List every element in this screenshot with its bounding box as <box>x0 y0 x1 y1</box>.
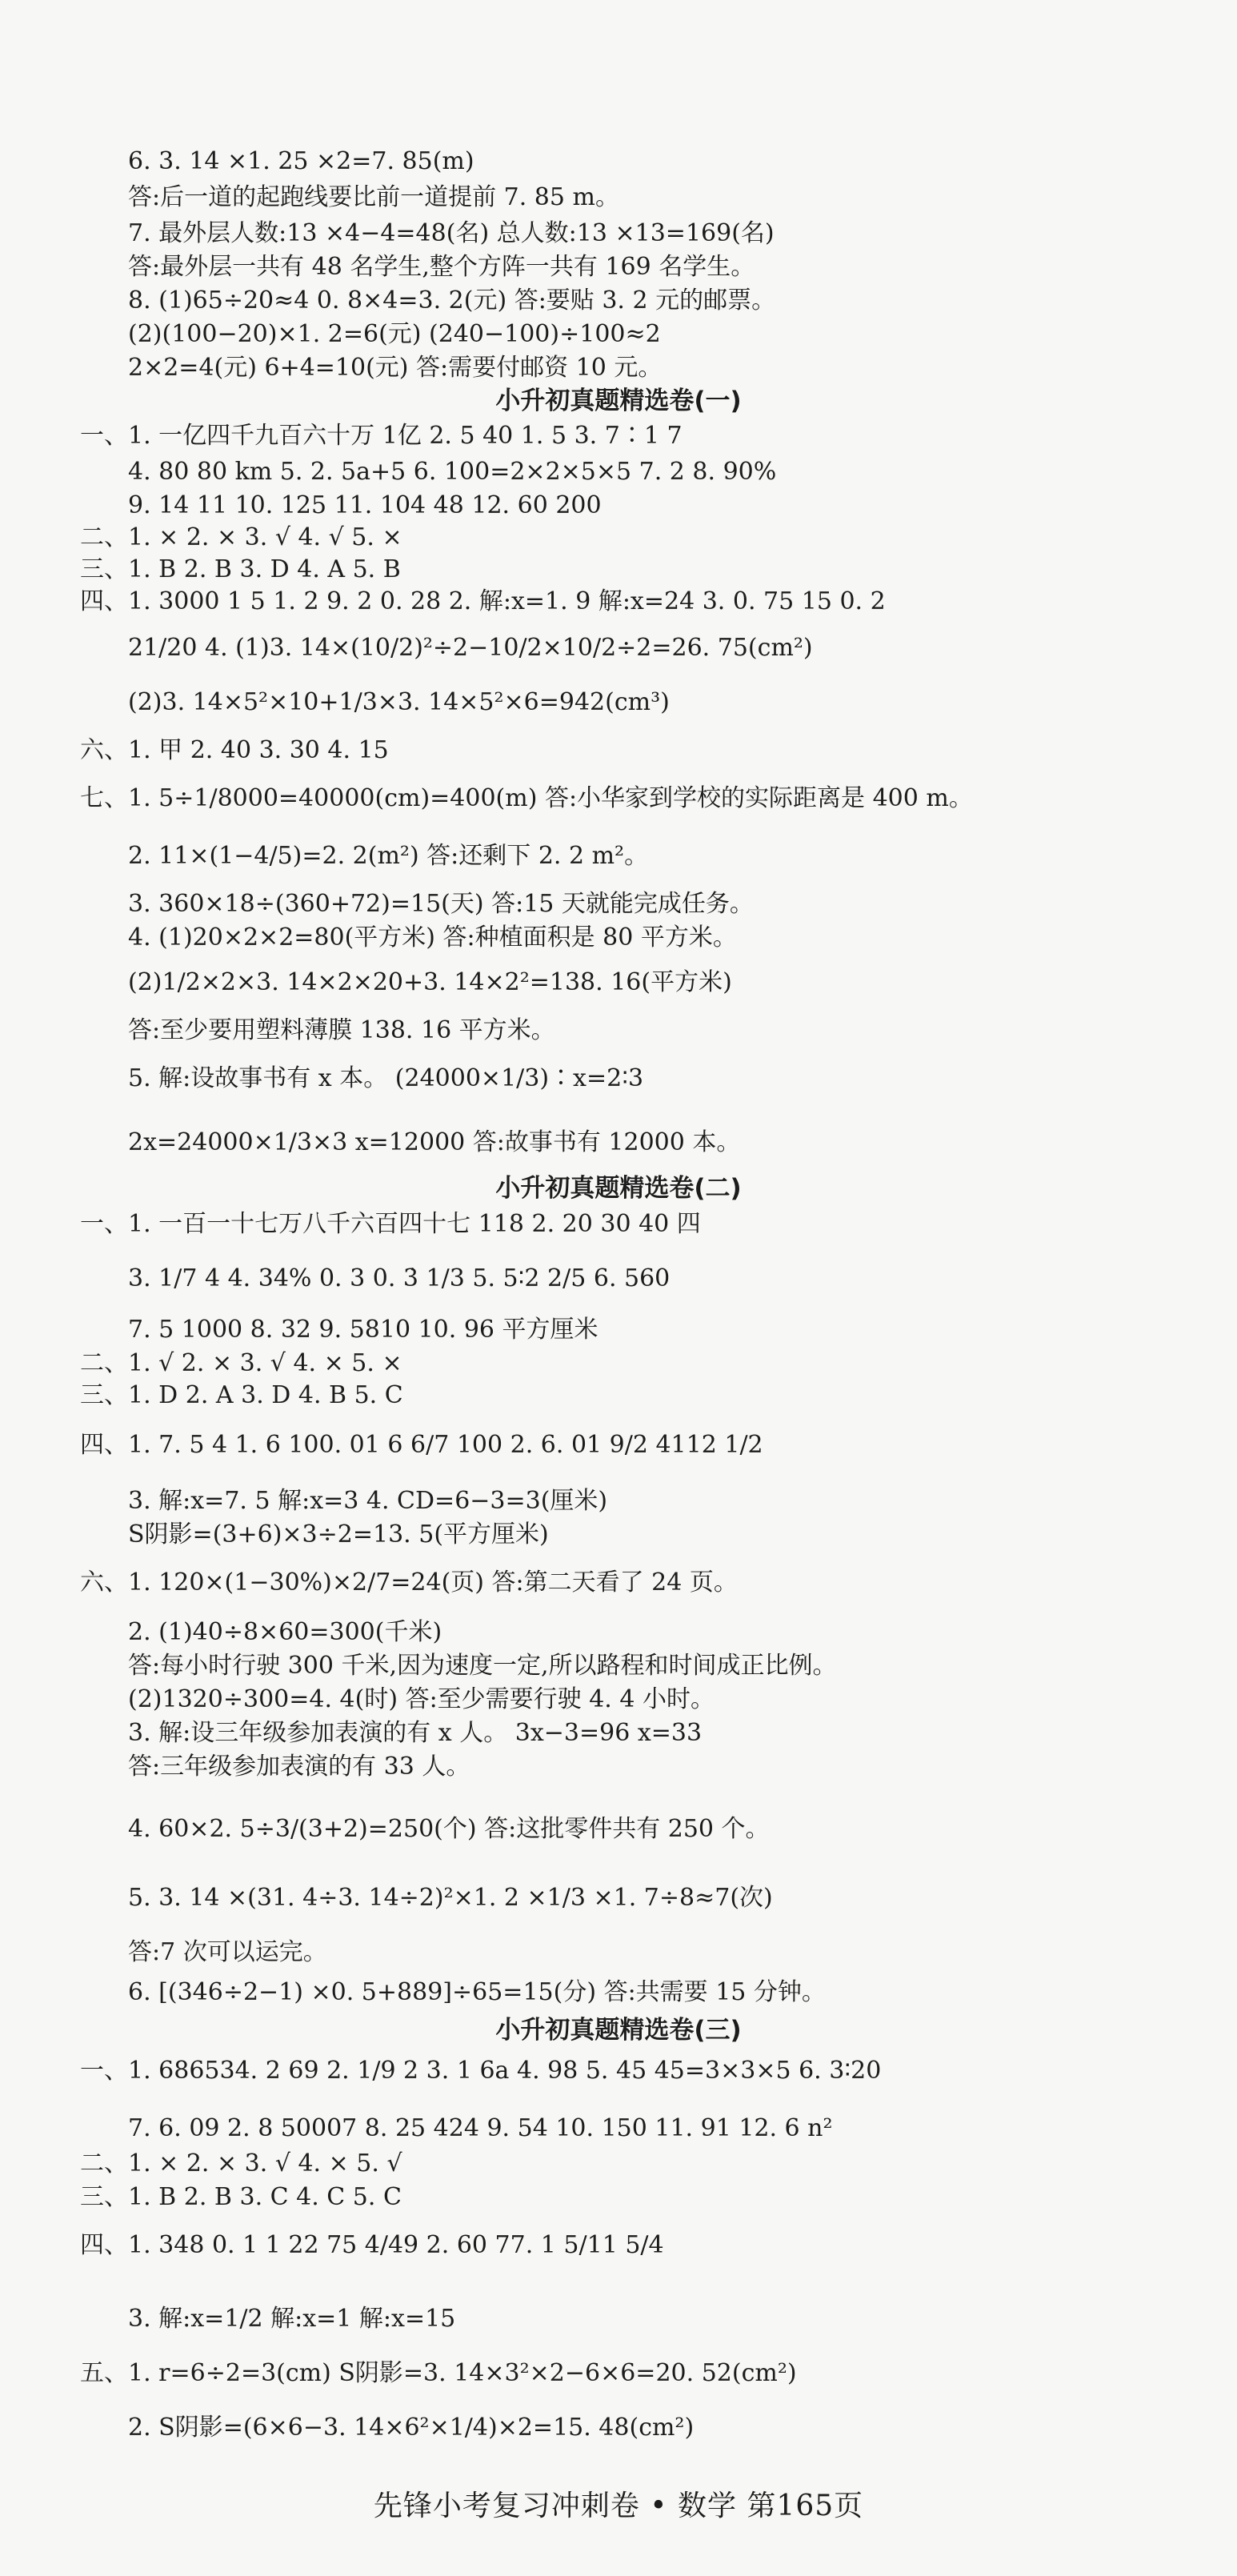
answer-line: (2)(100−20)×1. 2=6(元) (240−100)÷100≈2 <box>128 320 661 348</box>
section-title: 小升初真题精选卷(二) <box>495 1174 742 1203</box>
section-title: 小升初真题精选卷(三) <box>495 2016 742 2045</box>
answer-line: 答:每小时行驶 300 千米,因为速度一定,所以路程和时间成正比例。 <box>128 1652 837 1680</box>
answer-line: 二、1. × 2. × 3. √ 4. √ 5. × <box>80 523 402 551</box>
answer-line: 二、1. √ 2. × 3. √ 4. × 5. × <box>80 1349 402 1377</box>
answer-line: (2)3. 14×5²×10+1/3×3. 14×5²×6=942(cm³) <box>128 688 670 716</box>
answer-line: 三、1. B 2. B 3. C 4. C 5. C <box>80 2183 402 2211</box>
answer-line: 答:至少要用塑料薄膜 138. 16 平方米。 <box>128 1016 555 1044</box>
answer-line: 答:7 次可以运完。 <box>128 1938 327 1966</box>
answer-line: 2. 11×(1−4/5)=2. 2(m²) 答:还剩下 2. 2 m²。 <box>128 842 649 870</box>
answer-line: 三、1. B 2. B 3. D 4. A 5. B <box>80 555 401 583</box>
answer-line: 7. 5 1000 8. 32 9. 5810 10. 96 平方厘米 <box>128 1316 598 1344</box>
answer-line: 四、1. 348 0. 1 1 22 75 4/49 2. 60 77. 1 5/11 5/4 <box>80 2231 664 2259</box>
answer-line: 5. 解:设故事书有 x 本。 (24000×1/3)∶x=2∶3 <box>128 1064 644 1092</box>
answer-line: 7. 最外层人数:13 ×4−4=48(名) 总人数:13 ×13=169(名) <box>128 219 775 247</box>
answer-line: 2x=24000×1/3×3 x=12000 答:故事书有 12000 本。 <box>128 1128 741 1156</box>
answer-line: 五、1. r=6÷2=3(cm) S阴影=3. 14×3²×2−6×6=20. 52(cm²) <box>80 2359 797 2387</box>
answer-line: 6. [(346÷2−1) ×0. 5+889]÷65=15(分) 答:共需要 15 分钟。 <box>128 1978 826 2006</box>
answer-line: 答:最外层一共有 48 名学生,整个方阵一共有 169 名学生。 <box>128 253 755 281</box>
answer-line: 3. 1/7 4 4. 34% 0. 3 0. 3̇ 1/3 5. 5∶2 2/5 6. 560 <box>128 1264 671 1292</box>
answer-line: 3. 解:x=1/2 解:x=1 解:x=15 <box>128 2305 456 2333</box>
answer-line: 5. 3. 14 ×(31. 4÷3. 14÷2)²×1. 2 ×1/3 ×1. 7÷8≈7(次) <box>128 1884 773 1912</box>
answer-line: 七、1. 5÷1/8000=40000(cm)=400(m) 答:小华家到学校的实际距离是 400 m。 <box>80 784 973 812</box>
answer-line: 答:后一道的起跑线要比前一道提前 7. 85 m。 <box>128 183 619 211</box>
answer-line: 2. S阴影=(6×6−3. 14×6²×1/4)×2=15. 48(cm²) <box>128 2414 695 2442</box>
answer-line: 三、1. D 2. A 3. D 4. B 5. C <box>80 1381 403 1409</box>
answer-line: (2)1/2×2×3. 14×2×20+3. 14×2²=138. 16(平方米) <box>128 968 732 996</box>
page-footer: 先锋小考复习冲刺卷 • 数学 第165页 <box>373 2490 864 2522</box>
answer-line: 一、1. 686534. 2 69 2. 1/9 2 3. 1 6a 4. 98 5. 45 45=3×3×5 6. 3∶20 <box>80 2057 882 2085</box>
answer-line: 3. 解:设三年级参加表演的有 x 人。 3x−3=96 x=33 <box>128 1719 703 1747</box>
answer-line: 四、1. 3000 1 5 1. 2 9. 2 0. 28 2. 解:x=1. 9 解:x=24 3. 0. 75 15 0. 2 <box>80 587 886 615</box>
answer-line: S阴影=(3+6)×3÷2=13. 5(平方厘米) <box>128 1520 549 1548</box>
answer-line: (2)1320÷300=4. 4(时) 答:至少需要行驶 4. 4 小时。 <box>128 1685 715 1713</box>
answer-line: 8. (1)65÷20≈4 0. 8×4=3. 2(元) 答:要贴 3. 2 元的邮票。 <box>128 286 776 314</box>
answer-line: 21/20 4. (1)3. 14×(10/2)²÷2−10/2×10/2÷2=26. 75(cm²) <box>128 634 813 662</box>
answer-line: 6. 3. 14 ×1. 25 ×2=7. 85(m) <box>128 147 474 175</box>
answer-line: 3. 解:x=7. 5 解:x=3 4. CD=6−3=3(厘米) <box>128 1487 608 1515</box>
answer-line: 4. 60×2. 5÷3/(3+2)=250(个) 答:这批零件共有 250 个。 <box>128 1815 770 1843</box>
answer-line: 一、1. 一亿四千九百六十万 1亿 2. 5 40 1. 5 3. 7∶1 7 <box>80 422 683 450</box>
answer-line: 答:三年级参加表演的有 33 人。 <box>128 1753 470 1781</box>
answer-line: 2. (1)40÷8×60=300(千米) <box>128 1618 442 1646</box>
answer-line: 六、1. 120×(1−30%)×2/7=24(页) 答:第二天看了 24 页。 <box>80 1568 738 1596</box>
answer-line: 四、1. 7. 5 4 1. 6 100. 01 6 6/7 100 2. 6. 01 9/2 4112 1/2 <box>80 1431 763 1459</box>
answer-line: 4. 80 80 km 5. 2. 5a+5 6. 100=2×2×5×5 7. 2 8. 90% <box>128 458 777 486</box>
answer-line: 9. 14 11 10. 125 11. 104 48 12. 60 200 <box>128 491 602 519</box>
answer-line: 7. 6. 09 2. 8 50007 8. 25 424 9. 54 10. 150 11. 91 12. 6 n² <box>128 2114 833 2142</box>
answer-line: 一、1. 一百一十七万八千六百四十七 118 2. 20 30 40 四 <box>80 1210 701 1238</box>
answer-line: 2×2=4(元) 6+4=10(元) 答:需要付邮资 10 元。 <box>128 354 663 382</box>
answer-line: 3. 360×18÷(360+72)=15(天) 答:15 天就能完成任务。 <box>128 890 754 918</box>
answer-line: 4. (1)20×2×2=80(平方米) 答:种植面积是 80 平方米。 <box>128 923 737 951</box>
answer-line: 六、1. 甲 2. 40 3. 30 4. 15 <box>80 736 389 764</box>
answer-line: 二、1. × 2. × 3. √ 4. × 5. √ <box>80 2149 402 2177</box>
section-title: 小升初真题精选卷(一) <box>495 387 742 415</box>
